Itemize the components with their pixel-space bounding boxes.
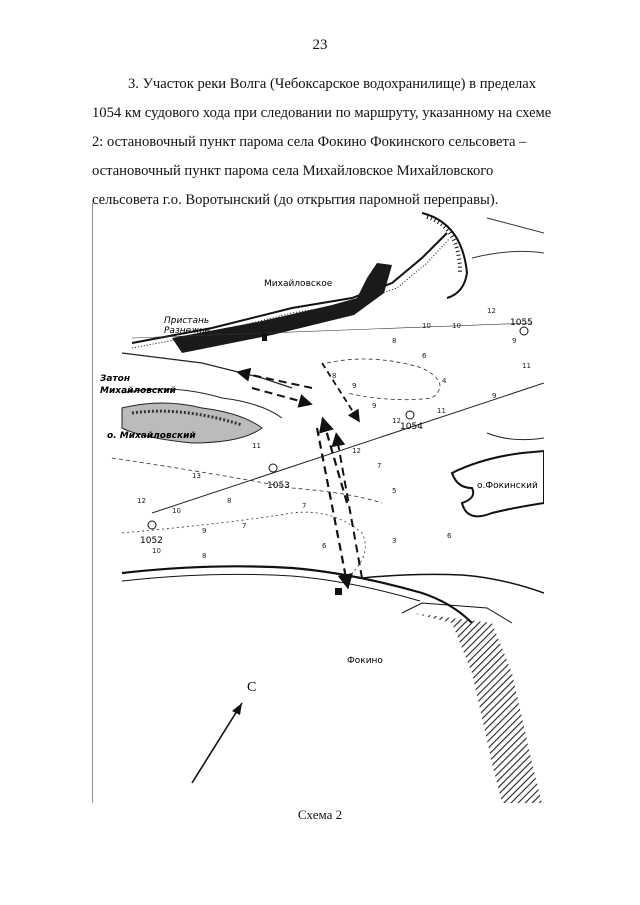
label-island-left: о. Михайловский [107,431,196,441]
cliff-line [422,213,467,298]
label-km-1053: 1053 [267,481,290,491]
svg-text:12: 12 [392,417,401,425]
paragraph-line: 1054 км судового хода при следовании по маршруту, указанному на схеме [92,105,552,121]
svg-text:9: 9 [352,382,357,390]
paragraph-line: остановочный пункт парома села Михайловское Михайловского [92,163,494,179]
island-shore [487,433,544,440]
svg-text:6: 6 [422,352,427,360]
svg-text:3: 3 [392,537,397,545]
north-label: С [247,680,257,695]
svg-text:9: 9 [512,337,517,345]
svg-text:4: 4 [442,377,447,385]
svg-text:12: 12 [352,447,361,455]
svg-text:8: 8 [202,552,207,560]
svg-text:9: 9 [372,402,377,410]
svg-text:7: 7 [242,522,247,530]
svg-text:11: 11 [437,407,446,415]
cliff-hatch [427,217,460,273]
svg-text:8: 8 [227,497,232,505]
label-km-1055: 1055 [510,318,533,328]
shore-right [472,251,544,258]
backwater-shore [122,353,292,388]
label-backwater: Затон [100,374,131,384]
svg-text:8: 8 [392,337,397,345]
svg-text:10: 10 [172,507,181,515]
north-arrow-line [192,703,242,783]
svg-text:10: 10 [152,547,161,555]
north-arrow-head [232,703,242,715]
svg-text:10: 10 [422,322,431,330]
label-km-1052: 1052 [140,536,163,546]
label-mikhailovskoe: Михайловское [264,279,333,289]
page-number: 23 [312,37,328,53]
label-fokino: Фокино [347,656,383,666]
label-pier: Пристань [164,316,210,326]
map-svg [92,203,544,803]
depth-contour [112,458,382,503]
figure-caption: Схема 2 [297,807,343,822]
svg-text:7: 7 [302,502,307,510]
svg-text:9: 9 [202,527,207,535]
svg-text:10: 10 [452,322,461,330]
label-backwater-2: Михайловский [100,386,176,396]
paragraph-line: сельсовета г.о. Воротынский (до открытия паромной переправы). [92,192,499,208]
south-shoreline-2 [122,574,420,601]
label-pier-2: Разнежье [164,326,211,336]
svg-text:13: 13 [192,472,201,480]
svg-text:11: 11 [522,362,531,370]
river-map [92,203,544,803]
settlement-mikhailovskoe [172,263,392,353]
svg-text:7: 7 [377,462,382,470]
label-island-right: о.Фокинский [477,481,538,491]
svg-text:12: 12 [487,307,496,315]
paragraph-line: 3. Участок реки Волга (Чебоксарское водохранилище) в пределах [128,76,537,92]
svg-text:8: 8 [332,372,337,380]
label-km-1054: 1054 [400,422,423,432]
svg-text:9: 9 [492,392,497,400]
svg-text:11: 11 [252,442,261,450]
svg-text:12: 12 [137,497,146,505]
svg-text:5: 5 [392,487,397,495]
ferry-route [242,363,362,583]
depth-contour [327,359,440,400]
svg-text:6: 6 [447,532,452,540]
svg-text:6: 6 [322,542,327,550]
paragraph-line: 2: остановочный пункт парома села Фокино Фокинского сельсовета – [92,134,527,150]
body-paragraph [92,70,576,215]
road-fokino [412,613,542,803]
shore-top-right [487,218,544,233]
